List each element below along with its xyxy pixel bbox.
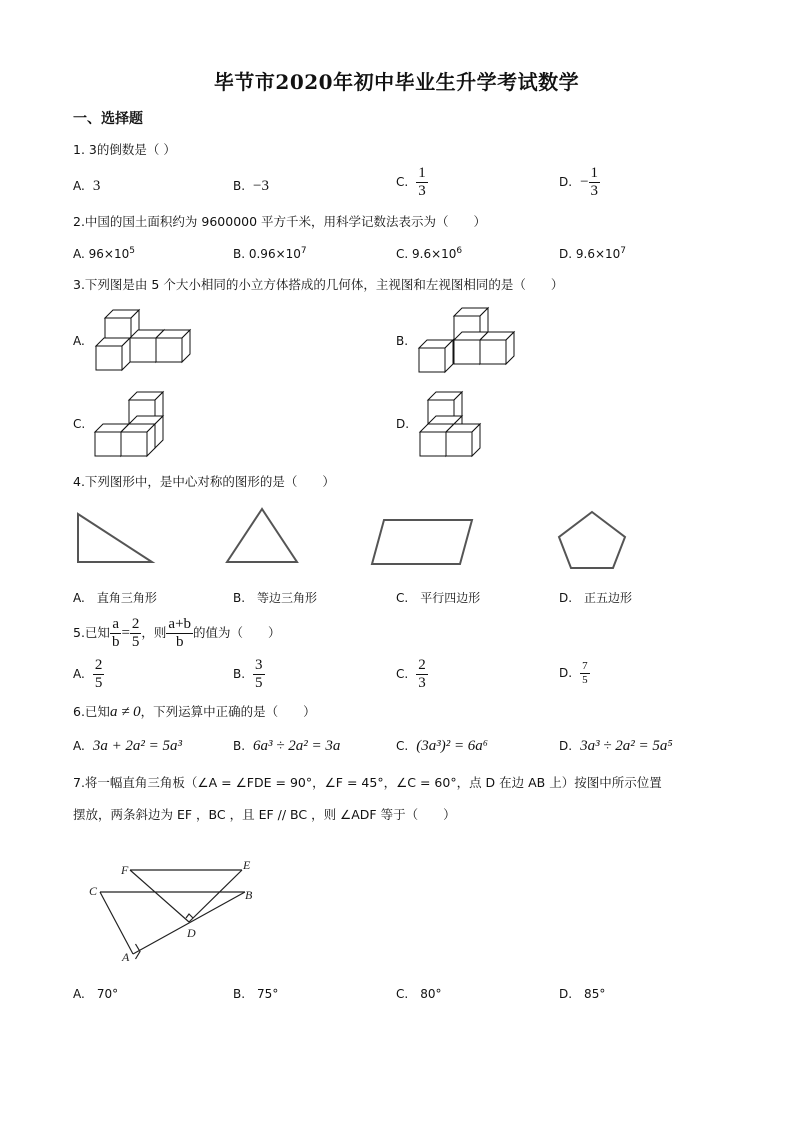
q4-option-c[interactable]: C. 平行四边形 (396, 591, 481, 605)
q7-option-c[interactable]: C. 80° (396, 987, 442, 1001)
fraction: $\frac{1}{3}$ (418, 165, 426, 199)
q2-option-a[interactable]: A. $96\times 10^5$ (73, 246, 135, 261)
option-label: D. (559, 175, 573, 189)
question-4-stem: 4.下列图形中，是中心对称的图形的是（ ） (73, 474, 335, 489)
question-7-line-1: 7.将一幅直角三角板（∠A = ∠FDE = 90°，∠F = 45°，∠C = 60°，点 D 在边 AB 上）按图中所示位置 (73, 775, 662, 790)
q4-option-a[interactable]: A. 直角三角形 (73, 591, 157, 605)
question-3-stem: 3.下列图是由 5 个大小相同的小立方体搭成的几何体，主视图和左视图相同的是（ ） (73, 277, 564, 292)
option-value: 3 (92, 178, 101, 194)
question-7-line-2: 摆放，两条斜边为 EF ，BC ，且 EF // BC ，则 ∠ADF 等于（ ） (73, 807, 456, 822)
q3-option-c-label[interactable]: C. (73, 417, 86, 431)
q7-option-b[interactable]: B. 75° (233, 987, 279, 1001)
fraction: $\frac{3}{5}$ (255, 657, 263, 691)
option-label: C. (396, 175, 409, 189)
q5-option-d[interactable]: D. $\frac{7}{5}$ (559, 660, 588, 686)
q2-option-c[interactable]: C. $9.6\times 10^6$ (396, 246, 463, 261)
q6-option-c[interactable]: C. (3a³)² = 6a⁶ (396, 738, 489, 754)
q5-option-c[interactable]: C. $\frac{2}{3}$ (396, 657, 426, 691)
label-e: E (243, 858, 251, 872)
question-5-stem: 5.已知 $\frac{a}{b}$ = $\frac{2}{5}$ ，则 $\frac{a+b}{b}$ 的值为（ ） (73, 616, 281, 650)
q6-option-a[interactable]: A. 3a + 2a² = 5a³ (73, 738, 183, 754)
q3-option-b-label[interactable]: B. (396, 334, 409, 348)
section-heading: 一、选择题 (73, 111, 143, 127)
label-c: C (89, 884, 98, 898)
q2-option-b[interactable]: B. $0.96\times 10^7$ (233, 246, 307, 261)
fraction: $\frac{2}{3}$ (418, 657, 426, 691)
fraction: $\frac{a+b}{b}$ (168, 616, 192, 650)
line-fd (130, 870, 189, 922)
fraction: $\frac{1}{3}$ (590, 165, 599, 199)
question-2-stem: 2.中国的国土面积约为 9600000 平方千米，用科学记数法表示为（ ） (73, 214, 487, 229)
minus-sign: − (580, 174, 589, 190)
q5-option-a[interactable]: A. $\frac{2}{5}$ (73, 657, 103, 691)
q6-option-d[interactable]: D. 3a³ ÷ 2a² = 5a⁵ (559, 738, 673, 754)
line-ca (100, 892, 133, 954)
option-label: A. (73, 179, 85, 193)
label-a: A (122, 950, 130, 964)
line-de (189, 870, 242, 922)
fraction: $\frac{7}{5}$ (582, 660, 588, 686)
q7-option-a[interactable]: A. 70° (73, 987, 119, 1001)
q4-option-b[interactable]: B. 等边三角形 (233, 591, 318, 605)
line-ab (133, 892, 245, 954)
question-6-stem: 6.已知a ≠ 0，下列运算中正确的是（ ） (73, 704, 316, 720)
q3-option-d-label[interactable]: D. (396, 417, 410, 431)
fraction: $\frac{a}{b}$ (111, 616, 120, 650)
option-value: −3 (253, 178, 270, 194)
label-d: D (187, 926, 196, 940)
q7-option-d[interactable]: D. 85° (559, 987, 606, 1001)
q4-option-d[interactable]: D. 正五边形 (559, 591, 633, 605)
question-1-stem: 1. 3的倒数是（ ） (73, 142, 176, 157)
q5-option-b[interactable]: B. $\frac{3}{5}$ (233, 657, 263, 691)
option-label: B. (233, 179, 246, 193)
label-f: F (121, 863, 129, 877)
fraction: $\frac{2}{5}$ (94, 657, 103, 691)
q6-option-b[interactable]: B. 6a³ ÷ 2a² = 3a (233, 738, 341, 754)
fraction: $\frac{2}{5}$ (131, 616, 140, 650)
label-b: B (245, 888, 253, 902)
q2-option-d[interactable]: D. $9.6\times 10^7$ (559, 246, 627, 261)
q3-option-a-label[interactable]: A. (73, 334, 85, 348)
right-angle-d (186, 914, 193, 918)
page-title: 毕节市2020年初中毕业生升学考试数学 (213, 70, 580, 94)
